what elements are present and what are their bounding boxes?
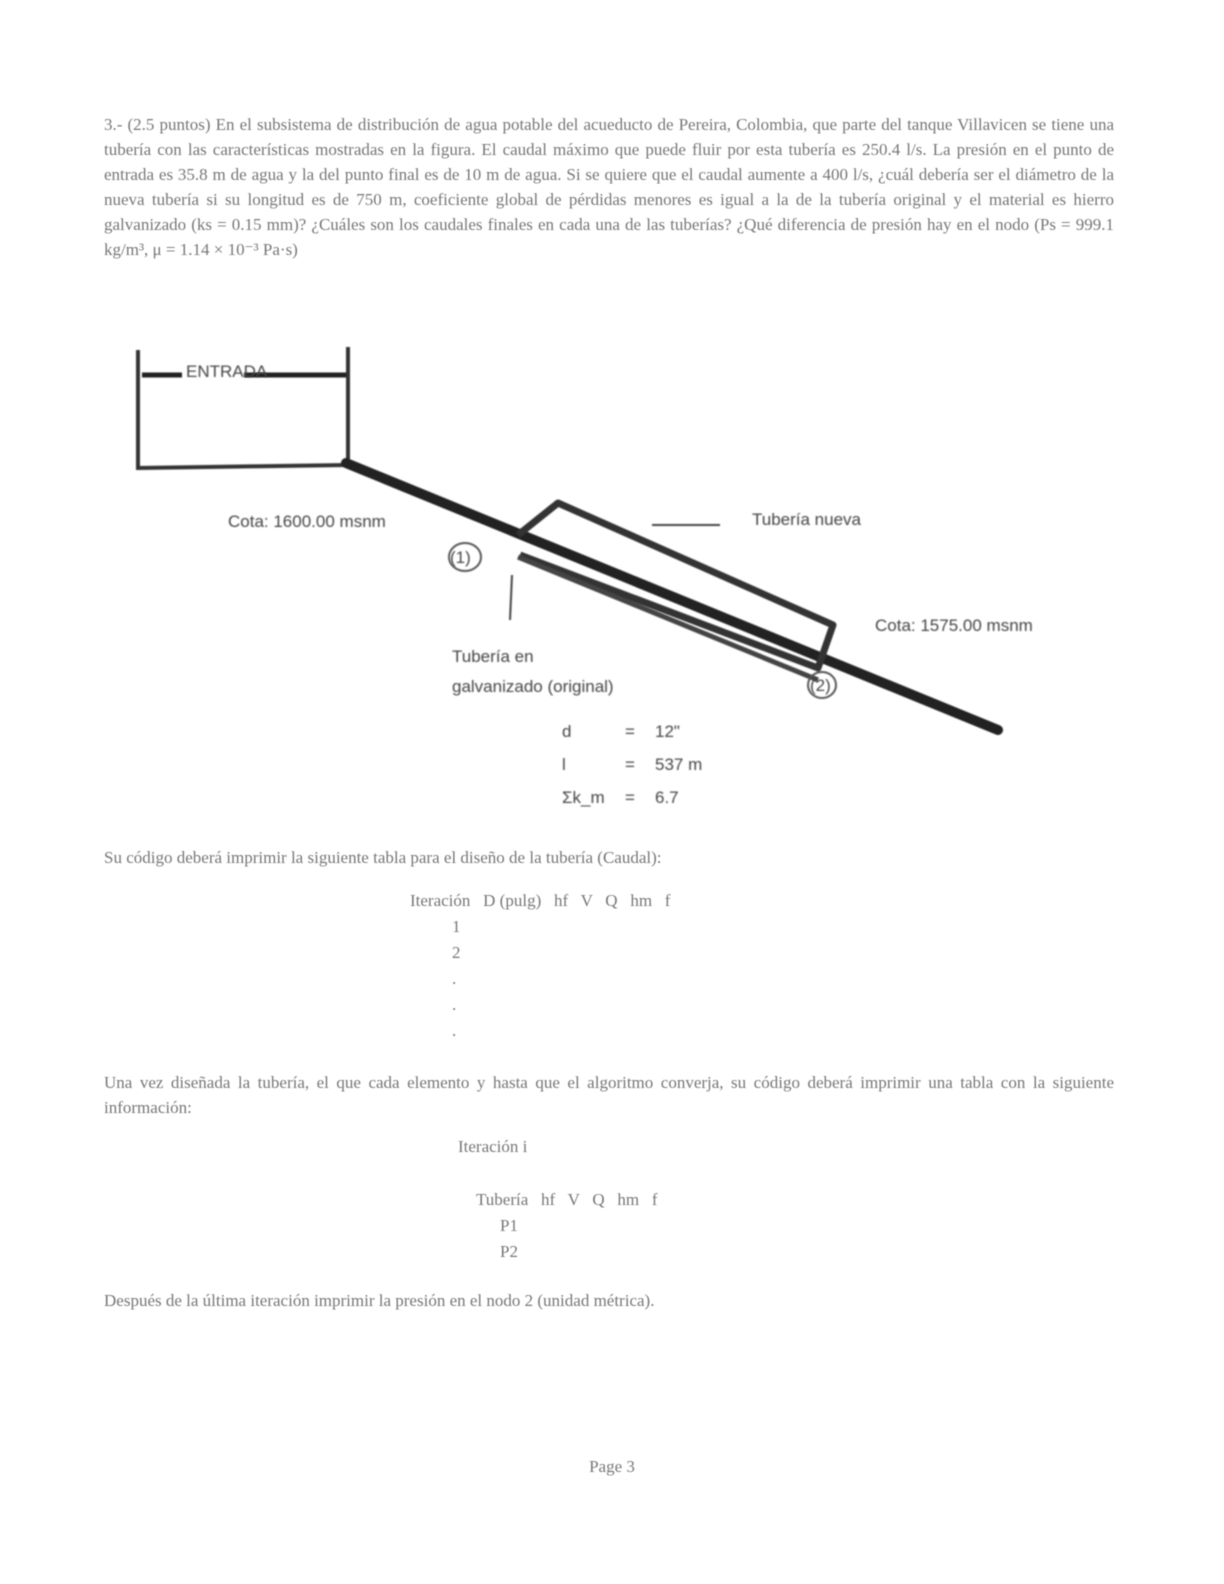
original-pipe-leader [510, 575, 512, 620]
new-pipe-label: Tubería nueva [752, 510, 861, 529]
param-diameter-symbol: d [562, 722, 572, 741]
table-row: . [452, 995, 457, 1014]
node1-elevation-label: Cota: 1600.00 msnm [228, 512, 386, 531]
problem-statement: 3.- (2.5 puntos) En el subsistema de distribución de agua potable del acueducto de Pereira, Colombia, que parte del tanque Villavicen se tiene una tubería con las características mostradas en la figura. El caudal máximo que puede fluir por esta tubería es 250.4 l/s. La presión en el punto de entrada es 35.8 m de agua y la del punto final es de 10 m de agua. Si se quiere que el caudal aumente a 400 l/s, ¿cuál debería ser el diámetro de la nueva tubería si su longitud es de 750 m, coeficiente global de pérdidas menores es igual a la de la tubería original y el material es hierro galvanizado (ks = 0.15 mm)? ¿Cuáles son los caudales finales en cada una de las tuberías? ¿Qué diferencia de presión hay en el nodo (Ps = 999.1 kg/m³, μ = 1.14 × 10⁻³ Pa·s) [104, 115, 1114, 259]
design-table-header: Iteración D (pulg) hf V Q hm f [410, 891, 671, 910]
node2-id: (2) [810, 676, 831, 695]
param-diameter-eq: = [625, 722, 635, 741]
param-length-value: 537 m [655, 755, 703, 774]
tank-bottom [138, 465, 348, 468]
param-km-symbol: Σk_m [562, 788, 605, 807]
original-pipe-label-1: Tubería en [452, 647, 534, 666]
node1-id: (1) [450, 548, 471, 567]
pipe-system-diagram [120, 335, 1080, 825]
pipe-table-header: Tubería hf V Q hm f [476, 1190, 658, 1209]
tank-label: ENTRADA [186, 362, 268, 381]
original-pipe-label-2: galvanizado (original) [452, 677, 614, 696]
table-row: . [452, 969, 457, 988]
section2-text: Su código deberá imprimir la siguiente tabla para el diseño de la tubería (Caudal): [104, 848, 662, 867]
pipe-table-rows [500, 1213, 518, 1265]
iteration-label: Iteración i [458, 1137, 528, 1156]
section3-text: Una vez diseñada la tubería, el que cada elemento y hasta que el algoritmo converja, su código deberá imprimir una tabla con la siguiente información: [104, 1073, 1114, 1117]
lower-pipe-edge [518, 557, 818, 680]
table-row: 1 [452, 917, 461, 936]
table-row: 2 [452, 943, 461, 962]
section4-text: Después de la última iteración imprimir la presión en el nodo 2 (unidad métrica). [104, 1291, 655, 1310]
param-km-value: 6.7 [655, 788, 679, 807]
diagram-svg [120, 335, 1080, 825]
table-row: P1 [500, 1216, 518, 1235]
param-length-symbol: l [562, 755, 566, 774]
param-diameter-value: 12" [655, 722, 680, 741]
main-pipe [346, 463, 998, 730]
design-table-rows [452, 914, 461, 1044]
param-length-eq: = [625, 755, 635, 774]
node2-elevation-label: Cota: 1575.00 msnm [875, 616, 1033, 635]
table-row: . [452, 1021, 457, 1040]
page-number: Page 3 [589, 1457, 635, 1476]
param-km-eq: = [625, 788, 635, 807]
table-row: P2 [500, 1242, 518, 1261]
